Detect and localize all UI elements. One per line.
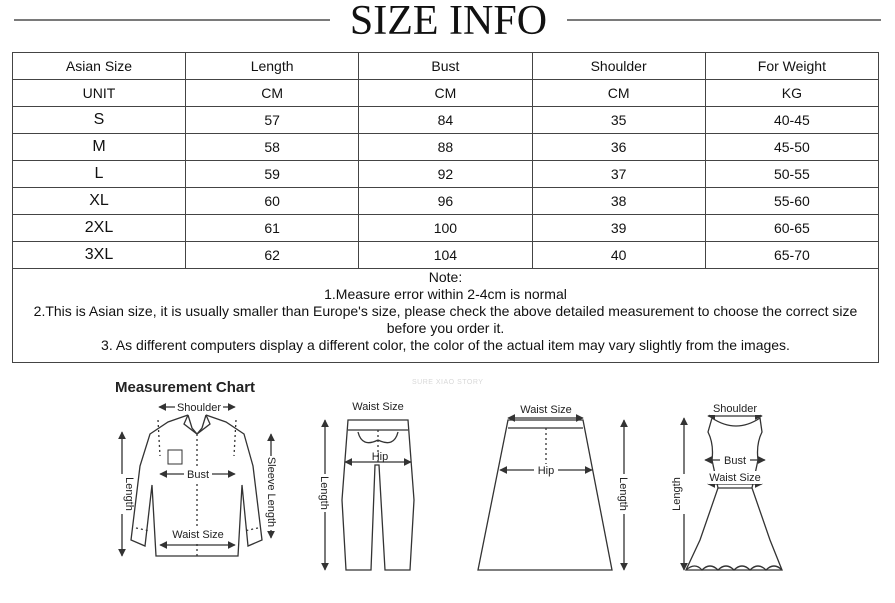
weight-cell: 65-70 [705, 242, 878, 269]
shoulder-cell: 39 [532, 215, 705, 242]
dress-waist-label: Waist Size [709, 472, 761, 484]
size-cell: S [13, 107, 186, 134]
page-title: SIZE INFO [349, 0, 548, 44]
table-row [13, 242, 879, 269]
unit-cell: CM [359, 80, 532, 107]
unit-cell: UNIT [13, 80, 186, 107]
table-row [13, 188, 879, 215]
unit-cell: KG [705, 80, 878, 107]
size-cell: 3XL [13, 242, 186, 269]
size-cell: L [13, 161, 186, 188]
dress-bust-label: Bust [723, 455, 747, 467]
shoulder-cell: 38 [532, 188, 705, 215]
length-cell: 61 [186, 215, 359, 242]
weight-cell: 60-65 [705, 215, 878, 242]
weight-cell: 40-45 [705, 107, 878, 134]
length-cell: 57 [186, 107, 359, 134]
skirt-hip-label: Hip [537, 465, 555, 477]
note-line-2-cont: before you order it. [386, 320, 505, 336]
header-cell: Bust [359, 53, 532, 80]
skirt-length-label: Length [617, 477, 629, 511]
pants-waist-label: Waist Size [352, 401, 404, 413]
chart-labels [116, 400, 762, 541]
bust-cell: 84 [359, 107, 532, 134]
title-divider-right [567, 19, 881, 21]
length-cell: 62 [186, 242, 359, 269]
bust-cell: 88 [359, 134, 532, 161]
pants-drawing [325, 406, 414, 570]
notes-box [12, 268, 879, 363]
header-cell: Shoulder [532, 53, 705, 80]
shoulder-cell: 35 [532, 107, 705, 134]
skirt-waist-label: Waist Size [520, 404, 572, 416]
title-divider-left [14, 19, 330, 21]
shirt-bust-label: Bust [186, 469, 210, 481]
bust-cell: 100 [359, 215, 532, 242]
note-line-3: 3. As different computers display a different color, the color of the actual item may vary slightly from the images. [101, 337, 790, 353]
header-cell: Length [186, 53, 359, 80]
table-row [13, 161, 879, 188]
shirt-length-label: Length [123, 477, 135, 511]
header-cell: Asian Size [13, 53, 186, 80]
size-table [12, 52, 879, 269]
skirt-drawing [478, 418, 624, 570]
unit-cell: CM [186, 80, 359, 107]
weight-cell: 50-55 [705, 161, 878, 188]
weight-cell: 55-60 [705, 188, 878, 215]
unit-row [13, 80, 879, 107]
watermark: SURE XIAO STORY [412, 379, 484, 386]
dress-shoulder-label: Shoulder [712, 403, 758, 415]
notes-heading: Note: [428, 269, 463, 285]
note-line-1: 1.Measure error within 2-4cm is normal [324, 286, 567, 302]
unit-cell: CM [532, 80, 705, 107]
header-cell: For Weight [705, 53, 878, 80]
length-cell: 60 [186, 188, 359, 215]
shirt-waist-label: Waist Size [172, 529, 224, 541]
size-cell: 2XL [13, 215, 186, 242]
shirt-sleeve-label: Sleeve Length [265, 456, 277, 528]
table-row [13, 107, 879, 134]
dress-drawing [684, 416, 782, 570]
dress-length-label: Length [671, 477, 683, 511]
pants-hip-label: Hip [371, 451, 389, 463]
table-row [13, 134, 879, 161]
header-row [13, 53, 879, 80]
size-cell: XL [13, 188, 186, 215]
length-cell: 59 [186, 161, 359, 188]
chart-title: Measurement Chart [115, 379, 256, 396]
weight-cell: 45-50 [705, 134, 878, 161]
shoulder-cell: 37 [532, 161, 705, 188]
table-row [13, 215, 879, 242]
bust-cell: 92 [359, 161, 532, 188]
shoulder-cell: 40 [532, 242, 705, 269]
shirt-shoulder-label: Shoulder [176, 402, 222, 414]
size-cell: M [13, 134, 186, 161]
shoulder-cell: 36 [532, 134, 705, 161]
garment-drawings [0, 370, 895, 603]
pants-length-label: Length [318, 476, 330, 510]
title-row [0, 0, 895, 44]
length-cell: 58 [186, 134, 359, 161]
bust-cell: 96 [359, 188, 532, 215]
measurement-chart [0, 370, 895, 603]
note-line-2: 2.This is Asian size, it is usually smaller than Europe's size, please check the above detailed measurement to choose the correct size [33, 303, 858, 319]
bust-cell: 104 [359, 242, 532, 269]
